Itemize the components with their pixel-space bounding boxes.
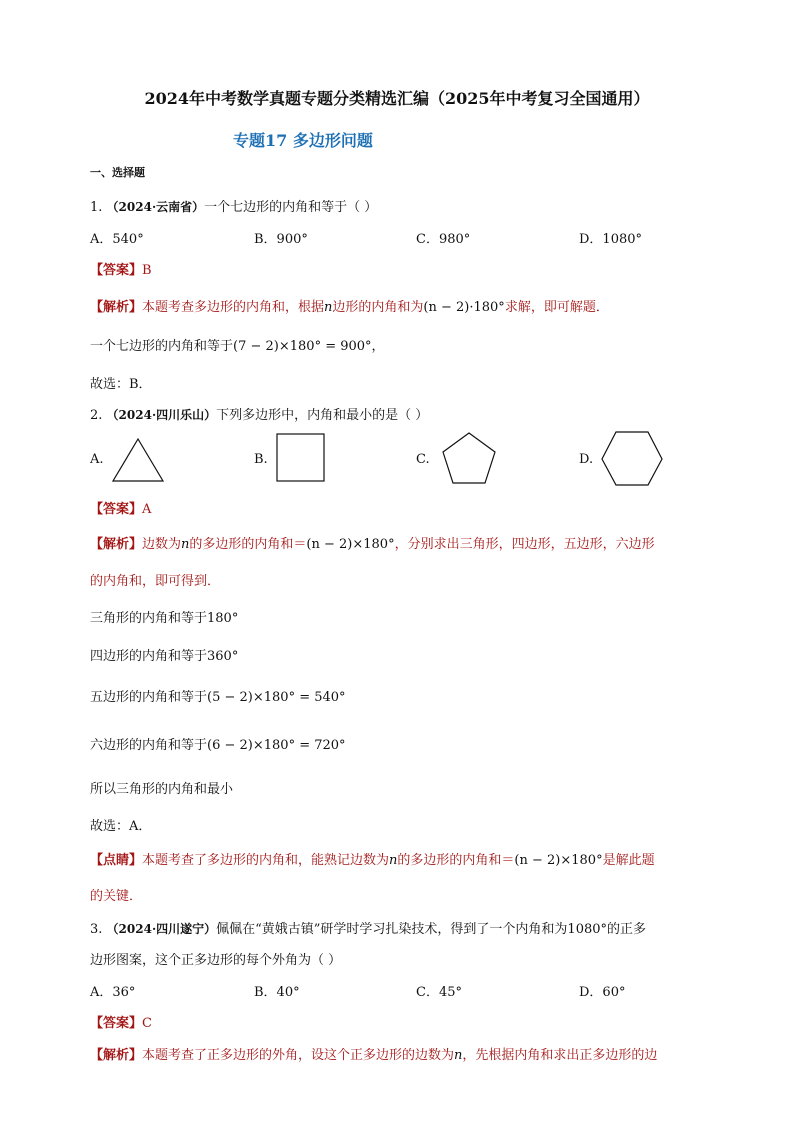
choice-line: 故选：A．	[90, 819, 152, 834]
solution-line: 四边形的内角和等于360°	[90, 649, 239, 664]
square-shape	[276, 433, 326, 483]
document-title: 2024年中考数学真题专题分类精选汇编（2025年中考复习全国通用）	[144, 89, 650, 108]
option-a: A．540°	[90, 232, 144, 247]
question-3: 3. （2024·四川遂宁）佩佩在“黄娥古镇”研学时学习扎染技术，得到了一个内角和为1080°的正多	[90, 922, 647, 937]
analysis-line-cont: 的内角和，即可得到．	[90, 574, 221, 589]
answer-label: 【答案】	[90, 1016, 143, 1031]
question-source: （2024·四川乐山）	[106, 408, 217, 422]
solution-line: 五边形的内角和等于(5 − 2)×180° = 540°	[90, 690, 346, 705]
question-1	[90, 196, 377, 215]
option-b: B.	[254, 452, 268, 467]
question-number: 2.	[90, 408, 103, 423]
formula: (n − 2)×180°	[514, 853, 603, 868]
question-number: 1.	[90, 200, 103, 215]
conclusion-line: 所以三角形的内角和最小	[90, 782, 234, 797]
option-c: C．980°	[416, 232, 471, 247]
formula: (n − 2)×180°	[306, 537, 395, 552]
section-heading: 一、选择题	[90, 166, 145, 179]
choice-line: 故选：B．	[90, 377, 152, 392]
triangle-shape	[110, 436, 166, 484]
question-2	[90, 404, 428, 423]
option-b: B．900°	[254, 232, 308, 247]
formula: (n − 2)·180°	[423, 300, 505, 315]
question-source: （2024·云南省）	[106, 200, 205, 214]
pentagon-shape	[440, 431, 498, 487]
solution-line: 三角形的内角和等于180°	[90, 611, 239, 626]
analysis-label: 【解析】	[90, 1048, 143, 1063]
answer-value: C	[142, 1016, 152, 1031]
option-d: D．1080°	[579, 232, 643, 247]
topic-subtitle: 专题17 多边形问题	[233, 131, 373, 150]
formula: (7 − 2)×180° = 900°	[233, 339, 372, 354]
analysis-line: 【解析】本题考查了正多边形的外角，设这个正多边形的边数为n，先根据内角和求出正多边形的边	[90, 1048, 658, 1063]
answer-label: 【答案】	[90, 263, 143, 278]
option-d: D．60°	[579, 985, 626, 1000]
solution-line: 一个七边形的内角和等于(7 − 2)×180° = 900°，	[90, 339, 385, 354]
comment-line: 【点睛】本题考查了多边形的内角和，能熟记边数为n的多边形的内角和＝(n − 2)×180°是解此题	[90, 853, 655, 868]
answer-line	[90, 259, 152, 278]
analysis-line: 【解析】本题考查多边形的内角和，根据n边形的内角和为(n − 2)·180°求解，即可解题．	[90, 300, 609, 315]
question-stem-cont: 边形图案，这个正多边形的每个外角为（ ）	[90, 953, 342, 968]
comment-label: 【点睛】	[90, 853, 143, 868]
analysis-label: 【解析】	[90, 300, 143, 315]
answer-label: 【答案】	[90, 502, 143, 517]
question-source: （2024·四川遂宁）	[106, 922, 217, 936]
question-number: 3.	[90, 922, 103, 937]
answer-value: A	[142, 502, 152, 517]
option-c: C.	[416, 452, 430, 467]
hexagon-shape	[600, 430, 664, 488]
analysis-line: 【解析】边数为n的多边形的内角和＝(n − 2)×180°，分别求出三角形，四边形，五边形，六边形	[90, 537, 655, 552]
solution-line: 六边形的内角和等于(6 − 2)×180° = 720°	[90, 738, 346, 753]
answer-line	[90, 1012, 152, 1031]
comment-line-cont: 的关键．	[90, 889, 143, 904]
question-stem: 下列多边形中，内角和最小的是（ ）	[216, 408, 429, 423]
option-a: A.	[90, 452, 104, 467]
option-b: B．40°	[254, 985, 300, 1000]
analysis-label: 【解析】	[90, 537, 143, 552]
option-c: C．45°	[416, 985, 462, 1000]
question-stem: 一个七边形的内角和等于（ ）	[204, 200, 378, 215]
answer-line	[90, 498, 151, 517]
option-d: D.	[579, 452, 594, 467]
answer-value: B	[142, 263, 152, 278]
option-a: A．36°	[90, 985, 136, 1000]
